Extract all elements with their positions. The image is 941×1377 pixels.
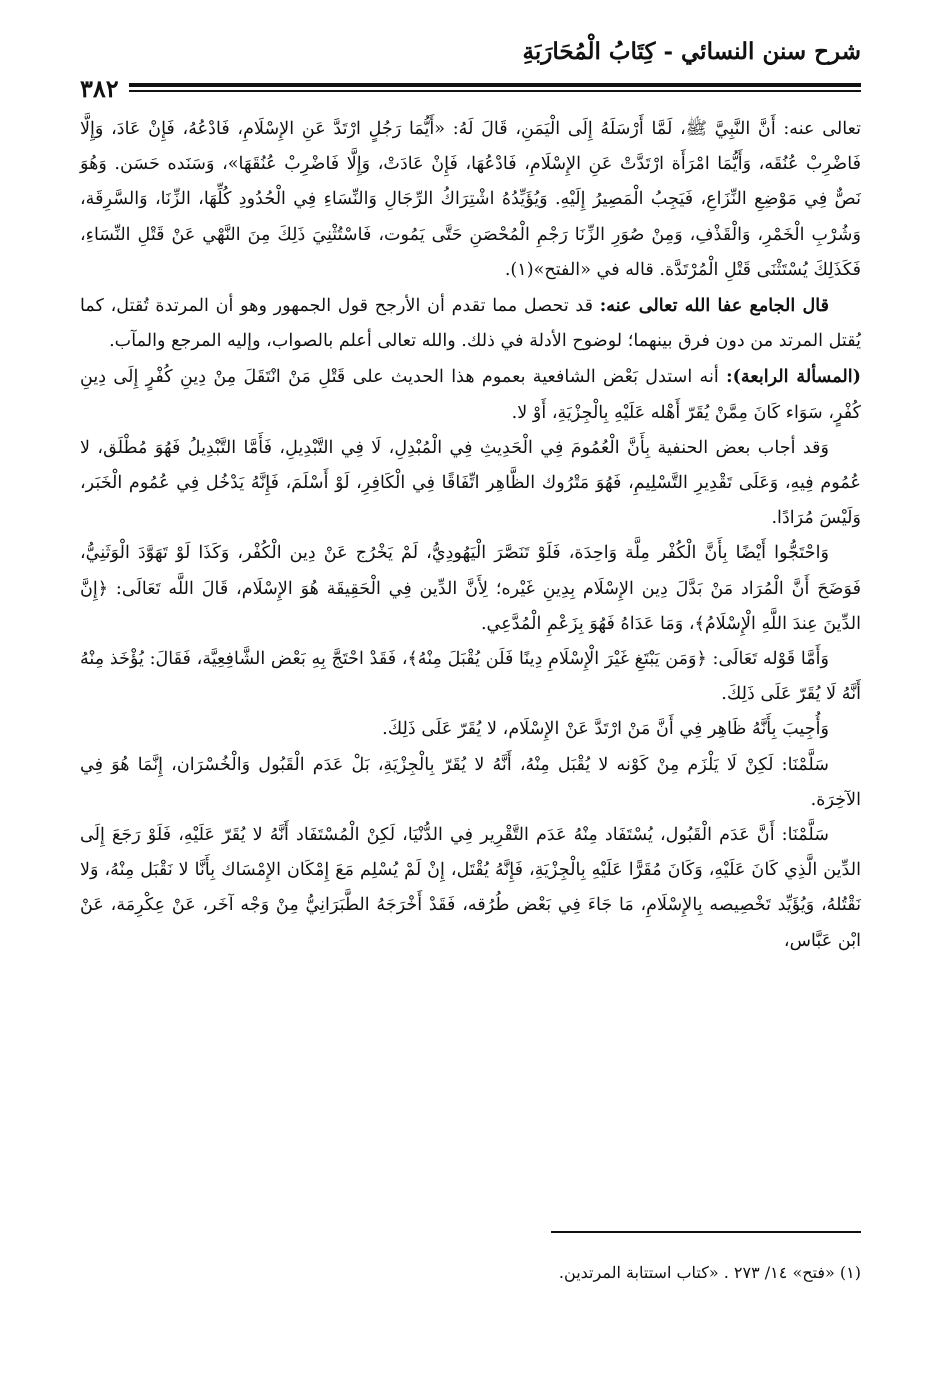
page-number: ٣٨٢ <box>80 74 129 103</box>
paragraph-text: وَقد أجاب بعض الحنفية بِأَنَّ الْعُمُومَ فِي الْحَدِيثِ فِي الْمُبْدِلِ، لَا فِي التَّبْدِيلِ، فَأَمَّا التَّبْدِيلُ فَهُوَ مُطْلَق، لا عُمُوم فِيهِ، وَعَلَى تَقْدِيرِ التَّسْلِيمِ، فَهُوَ مَتْرُوك الظَّاهِر اتِّفَاقًا فِي الْكَافِرِ، لَوْ أَسْلَمَ، فَإِنَّهُ يَدْخُل فِي عُمُوم الْخَبَر، وَلَيْسَ مُرَادًا. <box>80 437 861 529</box>
paragraph-text: سَلَّمْنَا: أَنَّ عَدَم الْقَبُول، يُسْتَفَاد مِنْهُ عَدَم التَّقْرِير فِي الدُّنْيَا، لَكِنْ الْمُسْتَفَاد أَنَّهُ لا يُقَرّ عَلَيْهِ، فَلَوْ رَجَعَ إِلَى الدِّين الَّذِي كَانَ عَلَيْهِ، وَكَانَ مُقَرًّا عَلَيْهِ بِالْجِزْيَةِ، فَإِنَّهُ يُقْتَل، إِنْ لَمْ يُسْلِم مَعَ إِمْكَان الإِمْسَاك بِأَنَّا لا نَقْبَل مِنْهُ، وَلا نَقْتُلهُ، وَيُؤَيِّد تَخْصِيصه بِالإِسْلَامِ، مَا جَاءَ فِي بَعْض طُرُقه، فَقَدْ أَخْرَجَهُ الطَّبَرَانِيُّ مِنْ وَجْه آخَر، عَنْ عِكْرِمَة، عَنْ ابْن عَبَّاس، <box>80 825 861 951</box>
paragraph <box>80 359 861 430</box>
paragraph-text: أنه استدل بَعْض الشافعية بعموم هذا الحديث على قَتْلِ مَنْ انْتَقَلَ مِنْ دِينِ كُفْرٍ إِلَى دِينِ كُفْرٍ، سَوَاء كَانَ مِمَّنْ يُقَرّ أَهْله عَلَيْهِ بِالْجِزْيَةِ، أَوْ لا. <box>80 367 861 423</box>
paragraph-text: سَلَّمْنَا: لَكِنْ لَا يَلْزَم مِنْ كَوْنه لا يُقْبَل مِنْهُ، أَنَّهُ لا يُقَرّ بِالْجِزْيَةِ، بَلْ عَدَم الْقَبُول وَالْخُسْرَان، إِنَّمَا هُوَ فِي الآخِرَة. <box>80 754 861 810</box>
page-header <box>80 32 861 102</box>
footnote: (١) «فتح» ١٤/ ٢٧٣ . «كتاب استتابة المرتدين. <box>558 1263 861 1282</box>
paragraph <box>80 748 861 818</box>
paragraph <box>80 536 861 642</box>
header-rule-thick <box>80 83 861 87</box>
running-title: شرح سنن النسائي - كِتَابُ الْمُحَارَبَةِ <box>522 38 861 65</box>
paragraph <box>80 112 861 288</box>
header-rule-thin <box>80 90 861 92</box>
main-text <box>80 112 861 959</box>
paragraph-text: قد تحصل مما تقدم أن الأرجح قول الجمهور وهو أن المرتدة تُقتل، كما يُقتل المرتد من دون فرق بينهما؛ لوضوح الأدلة في ذلك. والله تعالى أعلم بالصواب، وإليه المرجع والمآب. <box>80 296 861 352</box>
paragraph <box>80 712 861 747</box>
paragraph <box>80 288 861 359</box>
paragraph-text: وَأَمَّا قَوْله تَعَالَى: ﴿وَمَن يَبْتَغِ غَيْرَ الْإِسْلَامِ دِينًا فَلَن يُقْبَلَ مِنْهُ﴾، فَقَدْ احْتَجَّ بِهِ بَعْض الشَّافِعِيَّة، فَقَالَ: يُؤْخَذ مِنْهُ أَنَّهُ لَا يُقَرّ عَلَى ذَلِكَ. <box>80 649 861 705</box>
paragraph <box>80 818 861 959</box>
paragraph-text: وَأُجِيبَ بِأَنَّهُ ظَاهِر فِي أَنَّ مَنْ ارْتَدَّ عَنْ الإِسْلَام، لا يُقَرّ عَلَى ذَلِكَ. <box>382 719 829 740</box>
paragraph-text: تعالى عنه: أَنَّ النَّبِيَّ ﷺ، لَمَّا أَرْسَلَهُ إِلَى الْيَمَنِ، قَالَ لَهُ: «أَيُّمَا رَجُلٍ ارْتَدَّ عَنِ الإِسْلَامِ، فَادْعُهُ، فَإِنْ عَادَ، وَإِلَّا فَاضْرِبْ عُنُقَه، وَأَيُّمَا امْرَأَة ارْتَدَّتْ عَنِ الإِسْلَامِ، فَادْعُهَا، فَإِنْ عَادَتْ، وَإِلَّا فَاضْرِبْ عُنُقَهَا»، وَسَنَده حَسَن. وَهُوَ نَصٌّ فِي مَوْضِعِ النِّزَاعِ، فَيَجِبُ الْمَصِيرُ إِلَيْهِ. وَيُؤَيِّدُهُ اشْتِرَاكُ الرِّجَالِ وَالنِّسَاءِ فِي الْحُدُودِ كُلِّهَا، الزِّنَا، وَالسَّرِقَة، وَشُرْبِ الْخَمْرِ، وَالْقَذْفِ، وَمِنْ صُوَرِ الزِّنَا رَجْمِ الْمُحْصَنِ حَتَّى يَمُوت، فَاسْتُثْنِيَ ذَلِكَ مِنَ النَّهْي عَنْ قَتْلِ النِّسَاءِ، فَكَذَلِكَ يُسْتَثْنَى قَتْلِ الْمُرْتَدَّة. قاله في «الفتح»(١). <box>80 119 861 280</box>
paragraph-lead: (المسألة الرابعة): <box>726 366 861 388</box>
paragraph <box>80 431 861 537</box>
paragraph-text: وَاحْتَجُّوا أَيْضًا بِأَنَّ الْكُفْر مِلَّة وَاحِدَة، فَلَوْ تَنَصَّرَ الْيَهُودِيُّ، لَمْ يَخْرُج عَنْ دِين الْكُفْر، وَكَذَا لَوْ تَهَوَّدَ الْوَثَنِيُّ، فَوَضَحَ أَنَّ الْمُرَاد مَنْ بَدَّلَ دِين الإِسْلَام بِدِينِ غَيْره؛ لِأَنَّ الدِّين فِي الْحَقِيقَة هُوَ الإِسْلَام، قَالَ اللَّه تَعَالَى: ﴿إِنَّ الدِّينَ عِندَ اللَّهِ الْإِسْلَامُ﴾، وَمَا عَدَاهُ فَهُوَ بِزَعْمِ الْمُدَّعِي. <box>80 543 861 634</box>
paragraph <box>80 642 861 712</box>
footnote-rule <box>551 1231 861 1233</box>
paragraph-lead: قال الجامع عفا الله تعالى عنه: <box>599 295 829 317</box>
